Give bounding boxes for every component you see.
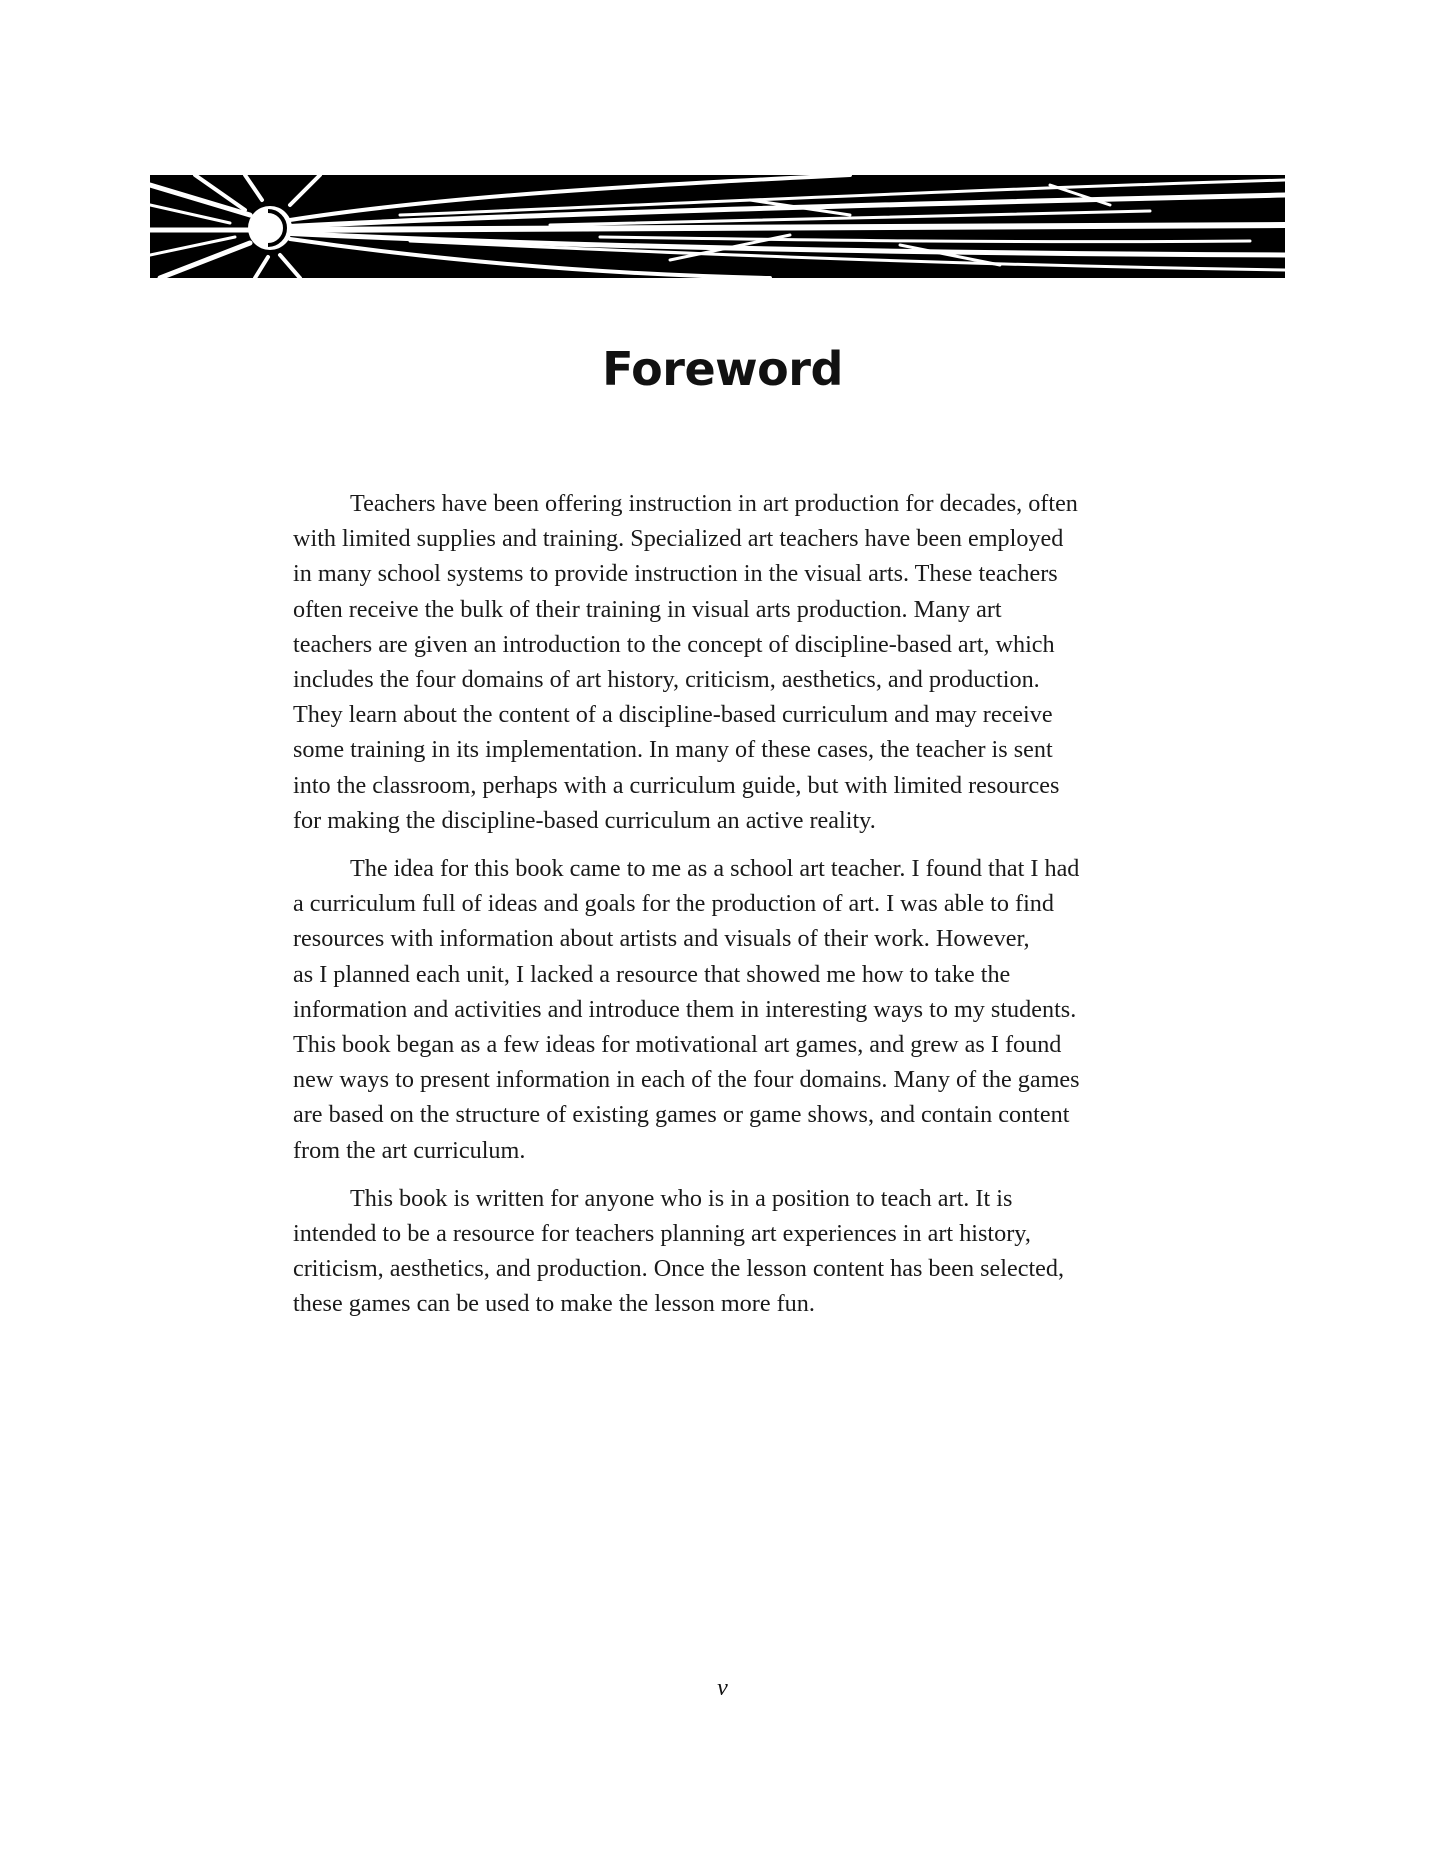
paragraph-3 (293, 1181, 1153, 1322)
text-line: often receive the bulk of their training in visual arts production. Many art (293, 595, 1002, 623)
text-line: a curriculum full of ideas and goals for the production of art. I was able to find (293, 890, 1054, 918)
text-line: into the classroom, perhaps with a curriculum guide, but with limited resources (293, 771, 1060, 799)
text-line: The idea for this book came to me as a school art teacher. I found that I had (350, 855, 1080, 883)
text-line: includes the four domains of art history, criticism, aesthetics, and production. (293, 666, 1040, 694)
text-line: are based on the structure of existing games or game shows, and contain content (293, 1101, 1070, 1129)
text-line: with limited supplies and training. Specialized art teachers have been employed (293, 525, 1064, 553)
foreword-body (293, 486, 1153, 1335)
page-title: Foreword (602, 342, 843, 396)
paragraph-1 (293, 486, 1153, 838)
text-line: teachers are given an introduction to the concept of discipline-based art, which (293, 630, 1055, 658)
text-line: for making the discipline-based curriculum an active reality. (293, 806, 876, 834)
text-line: resources with information about artists and visuals of their work. However, (293, 925, 1030, 953)
paragraph-2 (293, 851, 1153, 1168)
sun-rays-icon (150, 175, 1285, 278)
page-number: v (717, 1675, 728, 1701)
text-line: Teachers have been offering instruction in art production for decades, often (350, 490, 1078, 517)
text-line: This book is written for anyone who is in a position to teach art. It is (350, 1184, 1013, 1212)
text-line: new ways to present information in each of the four domains. Many of the games (293, 1066, 1080, 1094)
text-line: from the art curriculum. (293, 1136, 526, 1164)
text-line: They learn about the content of a discipline-based curriculum and may receive (293, 701, 1053, 729)
text-line: intended to be a resource for teachers planning art experiences in art history, (293, 1220, 1031, 1248)
decorative-banner (150, 175, 1285, 278)
text-line: these games can be used to make the lesson more fun. (293, 1290, 815, 1318)
text-line: as I planned each unit, I lacked a resource that showed me how to take the (293, 960, 1011, 988)
text-line: information and activities and introduce them in interesting ways to my students. (293, 995, 1077, 1023)
text-line: some training in its implementation. In many of these cases, the teacher is sent (293, 736, 1053, 764)
text-line: criticism, aesthetics, and production. Once the lesson content has been selected, (293, 1255, 1065, 1283)
text-line: This book began as a few ideas for motivational art games, and grew as I found (293, 1031, 1062, 1059)
text-line: in many school systems to provide instruction in the visual arts. These teachers (293, 560, 1058, 588)
